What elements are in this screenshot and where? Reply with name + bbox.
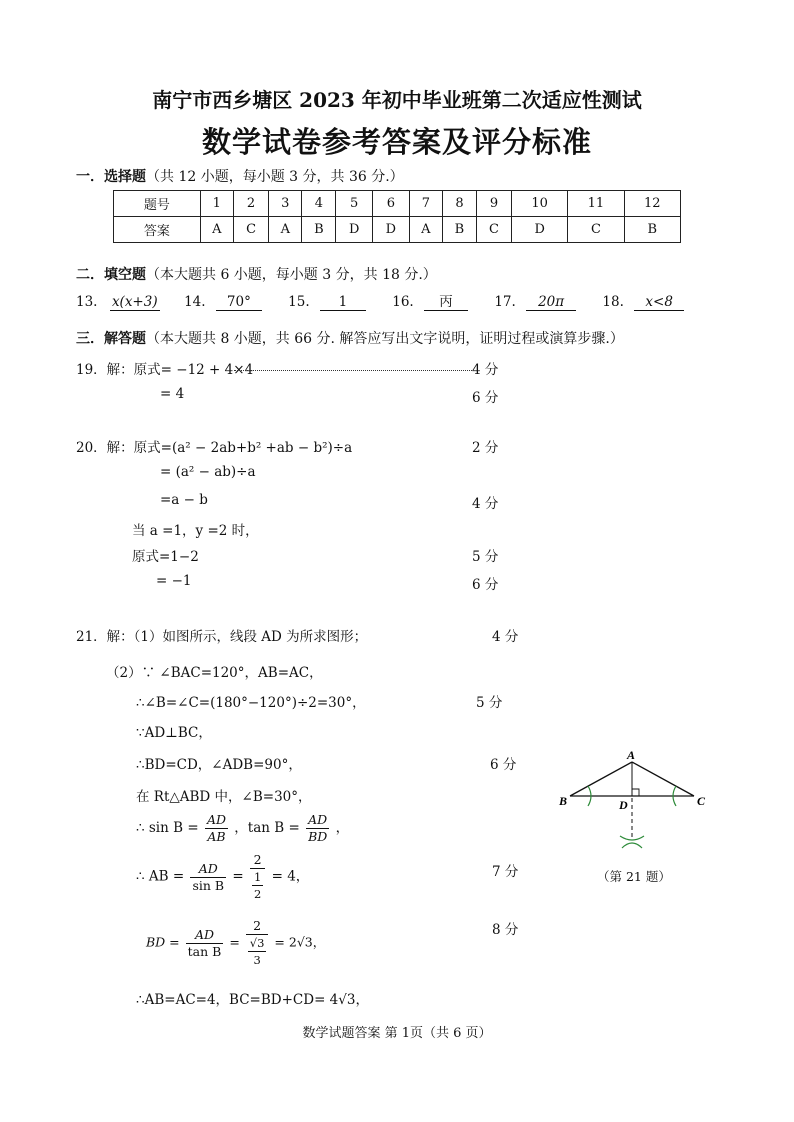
table-cell-number: 7 <box>409 191 442 217</box>
segment-ab <box>570 762 632 796</box>
fraction: $\frac{AD}{\text{tan B}}$ <box>187 926 222 959</box>
label-b: B <box>559 794 568 808</box>
compound-fraction: 2 1 2 <box>250 852 265 902</box>
blank-number: 14. <box>184 294 206 310</box>
q21-line7: ∴ sin B = $\frac{AD}{AB}$ ，tan B = $\frac{AD}{BD}$ ， <box>136 812 350 844</box>
table-cell-answer: C <box>568 217 624 243</box>
table-cell-answer: C <box>476 217 511 243</box>
table-cell-number: 5 <box>336 191 373 217</box>
answer-table-answer-row <box>114 217 681 243</box>
table-header-cell: 题号 <box>114 191 201 217</box>
q21-line9: BD = $\frac{AD}{\text{tan B}}$ = 2 √3 3 = 2√3， <box>146 918 326 967</box>
q21-line6: 在 Rt△ABD 中，∠B=30°， <box>136 789 312 805</box>
table-cell-number: 4 <box>302 191 336 217</box>
blank-number: 15. <box>288 294 310 310</box>
blank-answer: 丙 <box>424 295 468 311</box>
blank-answer: x(x+3) <box>110 295 160 311</box>
q21-line2: （2）∵ ∠BAC=120°，AB=AC， <box>106 665 323 681</box>
page-footer: 数学试题答案 第 1页（共 6 页） <box>302 1026 492 1041</box>
table-cell-answer: B <box>302 217 336 243</box>
table-cell-answer: D <box>336 217 373 243</box>
blank-number: 18. <box>602 294 624 310</box>
figure-caption: （第 21 题） <box>597 869 671 884</box>
label-c: C <box>697 794 706 808</box>
document-title: 南宁市西乡塘区 2023 年初中毕业班第二次适应性测试 <box>152 88 642 112</box>
table-cell-answer: B <box>624 217 680 243</box>
q21-line8: ∴ AB = $\frac{AD}{\text{sin B}}$ = 2 1 2 = 4， <box>136 852 310 901</box>
q20-line5: 原式=1−2 <box>132 549 199 565</box>
section3-heading <box>76 328 624 348</box>
q21-line5: ∴BD=CD，∠ADB=90°， <box>136 757 302 773</box>
table-cell-number: 10 <box>512 191 568 217</box>
q20-line2: = (a² − ab)÷a <box>160 464 256 480</box>
table-cell-answer: A <box>269 217 302 243</box>
score-mark: 6 分 <box>472 390 499 406</box>
blank-number: 17. <box>494 294 516 310</box>
table-header-cell: 答案 <box>114 217 201 243</box>
q20-line6: = −1 <box>156 573 192 589</box>
blank-number: 13. <box>76 294 98 310</box>
table-cell-answer: A <box>200 217 233 243</box>
right-angle-mark <box>632 789 639 796</box>
table-cell-answer: C <box>233 217 268 243</box>
table-cell-number: 2 <box>233 191 268 217</box>
q19-line1: 19．解：原式= −12 + 4×4 <box>76 362 254 378</box>
segment-ac <box>632 762 694 796</box>
answer-table <box>113 190 681 243</box>
score-mark: 4 分 <box>472 362 499 378</box>
q20-line4: 当 a =1，y =2 时， <box>132 523 259 539</box>
section1-heading <box>76 166 404 186</box>
section2-label: 二．填空题 <box>76 267 146 283</box>
fill-blank-answers <box>76 294 684 311</box>
dotted-leader <box>234 358 472 371</box>
section3-label: 三．解答题 <box>76 331 146 347</box>
blank-answer: 1 <box>320 295 366 311</box>
table-cell-answer: A <box>409 217 442 243</box>
blank-answer: x<8 <box>634 295 684 311</box>
fraction: $\frac{AD}{AB}$ <box>206 812 226 844</box>
q21-line3: ∴∠B=∠C=(180°−120°)÷2=30°， <box>136 695 366 711</box>
q21-line10: ∴AB=AC=4，BC=BD+CD= 4√3， <box>136 992 369 1008</box>
table-cell-answer: B <box>443 217 477 243</box>
section2-desc: （本大题共 6 小题，每小题 3 分，共 18 分.） <box>146 267 437 283</box>
table-cell-number: 6 <box>373 191 410 217</box>
table-cell-answer: D <box>512 217 568 243</box>
blank-number: 16. <box>392 294 414 310</box>
score-mark: 5 分 <box>472 549 499 565</box>
score-mark: 8 分 <box>492 922 519 938</box>
table-cell-answer: D <box>373 217 410 243</box>
score-mark: 4 分 <box>472 496 499 512</box>
label-d: D <box>619 798 628 812</box>
section3-desc: （本大题共 8 小题，共 66 分. 解答应写出文字说明，证明过程或演算步骤.） <box>146 331 624 347</box>
score-mark: 7 分 <box>492 864 519 880</box>
fraction: $\frac{AD}{\text{sin B}}$ <box>192 860 225 893</box>
section1-label: 一．选择题 <box>76 169 146 185</box>
compound-fraction: 2 √3 3 <box>246 918 269 968</box>
table-cell-number: 9 <box>476 191 511 217</box>
score-mark: 6 分 <box>490 757 517 773</box>
table-cell-number: 8 <box>443 191 477 217</box>
triangle-figure <box>550 744 720 860</box>
table-cell-number: 11 <box>568 191 624 217</box>
q20-line1: 20．解：原式=(a² − 2ab+b² +ab − b²)÷a <box>76 440 353 456</box>
document-subtitle: 数学试卷参考答案及评分标准 <box>201 125 592 159</box>
arc-mark-bottom-2 <box>622 843 642 848</box>
q21-line1: 21．解：（1）如图所示，线段 AD 为所求图形； <box>76 629 368 645</box>
q21-line4: ∵AD⊥BC， <box>136 725 212 741</box>
answer-table-number-row <box>114 191 681 217</box>
blank-answer: 20π <box>526 295 576 311</box>
label-a: A <box>627 748 636 762</box>
table-cell-number: 1 <box>200 191 233 217</box>
q20-line3: =a − b <box>160 492 208 508</box>
blank-answer: 70° <box>216 295 262 311</box>
section2-heading <box>76 264 437 284</box>
fraction: $\frac{AD}{BD}$ <box>308 812 328 844</box>
score-mark: 5 分 <box>476 695 503 711</box>
score-mark: 6 分 <box>472 577 499 593</box>
table-cell-number: 12 <box>624 191 680 217</box>
q19-line2: = 4 <box>160 386 185 402</box>
table-cell-number: 3 <box>269 191 302 217</box>
score-mark: 2 分 <box>472 440 499 456</box>
score-mark: 4 分 <box>492 629 519 645</box>
section1-desc: （共 12 小题，每小题 3 分，共 36 分.） <box>146 169 404 185</box>
